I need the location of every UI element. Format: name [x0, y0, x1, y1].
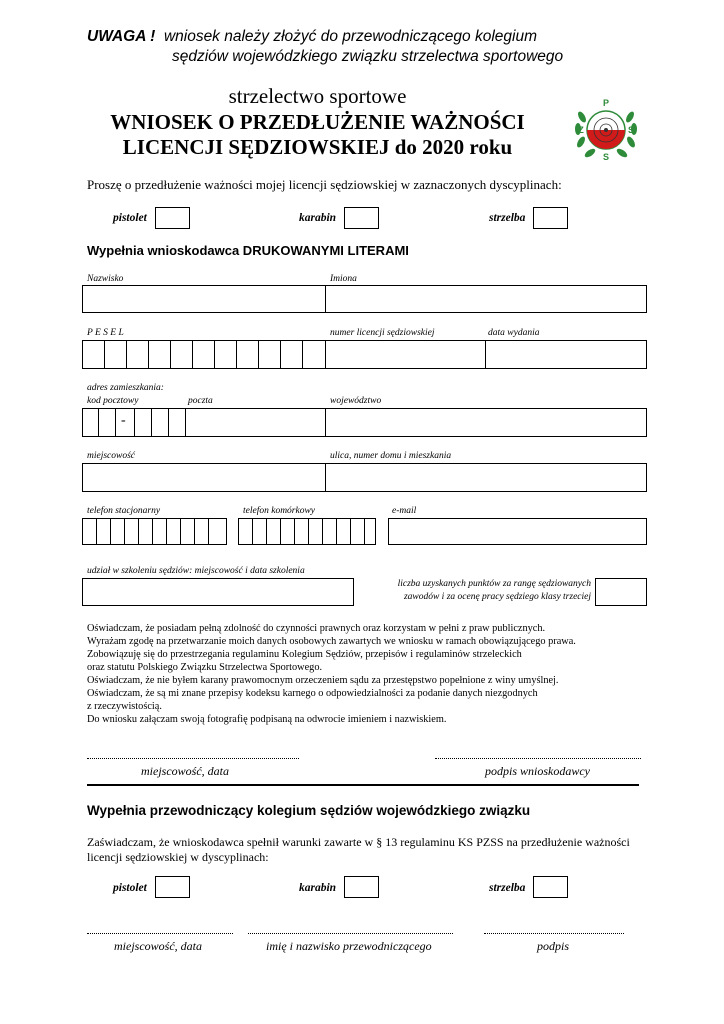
logo-letter-s1: S: [627, 125, 635, 135]
pistol-checkbox[interactable]: [155, 207, 190, 229]
warning-text-1: wniosek należy złożyć do przewodniczącego kolegium: [163, 28, 537, 45]
certification-text: Zaświadczam, że wnioskodawca spełnił warunki zawarte w § 13 regulaminu KS PZSS na przedłużenie ważności licencji sędziowskiej w dyscyplinach:: [87, 835, 630, 864]
city-label: miejscowość: [87, 451, 136, 461]
shotgun-label: strzelba: [489, 212, 526, 224]
email-label: e-mail: [392, 506, 417, 516]
signature-line: [435, 758, 641, 759]
issue-date-field[interactable]: [485, 340, 647, 369]
logo-letter-z: Z: [578, 125, 584, 135]
chairman-shotgun-checkbox[interactable]: [533, 876, 568, 898]
warning-line-1: [87, 28, 537, 46]
phone-cell-divider: [252, 518, 253, 545]
phone-cell-divider: [180, 518, 181, 545]
pesel-cell-divider: [302, 340, 303, 369]
phone-cell-divider: [96, 518, 97, 545]
chairman-rifle-checkbox[interactable]: [344, 876, 379, 898]
mobile-label: telefon komórkowy: [243, 506, 316, 516]
postal-cell-divider: [115, 408, 116, 437]
landline-label: telefon stacjonarny: [87, 506, 161, 516]
pesel-cell-divider: [258, 340, 259, 369]
surname-label: Nazwisko: [87, 274, 124, 284]
surname-field[interactable]: [82, 285, 326, 313]
logo-letter-p: P: [602, 98, 610, 108]
page-title-line-2: LICENCJI SĘDZIOWSKIEJ do 2020 roku: [122, 135, 513, 159]
first-names-field[interactable]: [325, 285, 647, 313]
first-names-label: Imiona: [330, 274, 357, 284]
pzss-logo: [572, 97, 640, 165]
phone-cell-divider: [138, 518, 139, 545]
signature-caption: podpis wnioskodawcy: [485, 764, 590, 778]
phone-cell-divider: [110, 518, 111, 545]
chairman-place-date-caption: miejscowość, data: [114, 939, 202, 953]
training-label: udział w szkoleniu sędziów: miejscowość i data szkolenia: [87, 566, 305, 576]
pesel-cell-divider: [104, 340, 105, 369]
rifle-label: karabin: [299, 212, 337, 224]
subtitle: strzelectwo sportowe: [228, 84, 407, 108]
license-number-label: numer licencji sędziowskiej: [330, 328, 435, 338]
chairman-name-line: [248, 933, 453, 934]
voivodeship-label: województwo: [330, 396, 382, 406]
points-field[interactable]: [595, 578, 647, 606]
street-field[interactable]: [325, 463, 647, 492]
chairman-section-heading: Wypełnia przewodniczący kolegium sędziów wojewódzkiego związku: [87, 803, 531, 818]
pesel-cell-divider: [214, 340, 215, 369]
voivodeship-field[interactable]: [325, 408, 647, 437]
declarations-text: Oświadczam, że posiadam pełną zdolność do czynności prawnych oraz korzystam w pełni z praw publicznych. Wyrażam zgodę na przetwarzanie moich danych osobowych zawartych we wniosku w ramach obowiązującego prawa. Zobowiązuję się do przestrzegania regulaminu Kolegium Sędziów, przepisów i regulaminów strzeleckich oraz statutu Polskiego Związku Strzelectwa Sportowego. Oświadczam, że nie byłem karany prawomocnym orzeczeniem sądu za przestępstwo popełnione z winy umyślnej. Oświadczam, że są mi znane przepisy kodeksu karnego o odpowiedzialności za podanie danych niezgodnych z rzeczywistością. Do wniosku załączam swoją fotografię podpisaną na odwrocie imieniem i nazwiskiem.: [87, 623, 576, 725]
address-label: adres zamieszkania:: [87, 383, 164, 393]
phone-cell-divider: [124, 518, 125, 545]
chairman-shotgun-label: strzelba: [489, 882, 526, 894]
license-number-field[interactable]: [325, 340, 486, 369]
postal-dash: -: [121, 413, 126, 428]
applicant-section-heading: Wypełnia wnioskodawca DRUKOWANYMI LITERAMI: [87, 243, 409, 258]
chairman-signature-line: [484, 933, 624, 934]
postal-cell-divider: [168, 408, 169, 437]
shotgun-checkbox[interactable]: [533, 207, 568, 229]
chairman-pistol-checkbox[interactable]: [155, 876, 190, 898]
issue-date-label: data wydania: [488, 328, 540, 338]
post-office-label: poczta: [188, 396, 213, 406]
phone-cell-divider: [336, 518, 337, 545]
rifle-checkbox[interactable]: [344, 207, 379, 229]
mobile-field[interactable]: [238, 518, 376, 545]
place-date-caption: miejscowość, data: [141, 764, 229, 778]
pistol-label: pistolet: [113, 212, 147, 224]
pesel-cell-divider: [170, 340, 171, 369]
phone-cell-divider: [308, 518, 309, 545]
phone-cell-divider: [322, 518, 323, 545]
pesel-cell-divider: [236, 340, 237, 369]
chairman-pistol-label: pistolet: [113, 882, 147, 894]
section-divider: [87, 784, 639, 786]
street-label: ulica, numer domu i mieszkania: [330, 451, 452, 461]
phone-cell-divider: [266, 518, 267, 545]
city-field[interactable]: [82, 463, 326, 492]
warning-prefix: UWAGA !: [87, 28, 156, 45]
chairman-name-caption: imię i nazwisko przewodniczącego: [266, 939, 432, 953]
postal-cell-divider: [151, 408, 152, 437]
phone-cell-divider: [208, 518, 209, 545]
pesel-label: P E S E L: [87, 328, 124, 338]
request-text: Proszę o przedłużenie ważności mojej licencji sędziowskiej w zaznaczonych dyscyplinach:: [87, 177, 562, 192]
phone-cell-divider: [152, 518, 153, 545]
pesel-cell-divider: [148, 340, 149, 369]
post-office-field[interactable]: [185, 408, 326, 437]
page-title-line-1: WNIOSEK O PRZEDŁUŻENIE WAŻNOŚCI: [110, 110, 525, 134]
pesel-cell-divider: [280, 340, 281, 369]
points-label-line-2: zawodów i za ocenę pracy sędziego klasy trzeciej: [403, 592, 591, 602]
training-field[interactable]: [82, 578, 354, 606]
chairman-place-date-line: [87, 933, 233, 934]
place-date-line: [87, 758, 299, 759]
pesel-cell-divider: [192, 340, 193, 369]
phone-cell-divider: [194, 518, 195, 545]
chairman-signature-caption: podpis: [537, 939, 570, 953]
postal-cell-divider: [134, 408, 135, 437]
phone-cell-divider: [350, 518, 351, 545]
pesel-cell-divider: [126, 340, 127, 369]
postal-cell-divider: [98, 408, 99, 437]
phone-cell-divider: [294, 518, 295, 545]
logo-letter-s2: S: [602, 152, 610, 162]
chairman-rifle-label: karabin: [299, 882, 337, 894]
postal-code-label: kod pocztowy: [87, 396, 139, 406]
landline-field[interactable]: [82, 518, 227, 545]
phone-cell-divider: [364, 518, 365, 545]
phone-cell-divider: [280, 518, 281, 545]
warning-text-2: sędziów wojewódzkiego związku strzelectwa sportowego: [172, 48, 564, 65]
phone-cell-divider: [166, 518, 167, 545]
email-field[interactable]: [388, 518, 647, 545]
points-label-line-1: liczba uzyskanych punktów za rangę sędziowanych: [397, 579, 591, 589]
